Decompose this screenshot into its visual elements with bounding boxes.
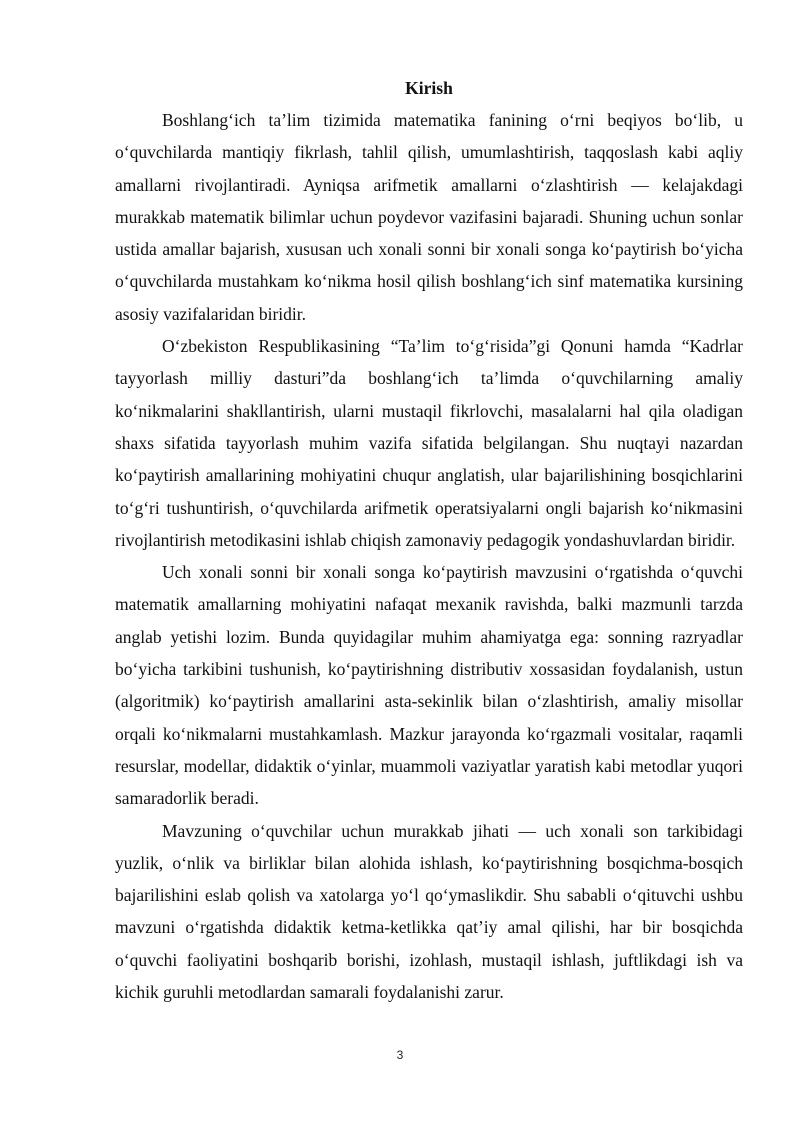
paragraph-2: O‘zbekiston Respublikasining “Ta’lim to‘g‘risida”gi Qonuni hamda “Kadrlar tayyorlash milliy dasturi”da boshlang‘ich ta’limda o‘quvchilarning amaliy ko‘nikmalarini shakllantirish, ularni mustaqil fikrlovchi, masalalarni hal qila oladigan shaxs sifatida tayyorlash muhim vazifa sifatida belgilangan. Shu nuqtayi nazardan ko‘paytirish amallarining mohiyatini chuqur anglatish, ular bajarilishining bosqichlarini to‘g‘ri tushuntirish, o‘quvchilarda arifmetik operatsiyalarni ongli bajarish ko‘nikmasini rivojlantirish metodikasini ishlab chiqish zamonaviy pedagogik yondashuvlardan biridir.	[115, 336, 743, 550]
paragraph-4: Mavzuning o‘quvchilar uchun murakkab jihati — uch xonali son tarkibidagi yuzlik, o‘nlik va birliklar bilan alohida ishlash, ko‘paytirishning bosqichma-bosqich bajarilishini eslab qolish va xatolarga yo‘l qo‘ymaslikdir. Shu sababli o‘qituvchi ushbu mavzuni o‘rgatishda didaktik ketma-ketlikka qat’iy amal qilishi, har bir bosqichda o‘quvchi faoliyatini boshqarib borishi, izohlash, mustaqil ishlash, juftlikdagi ish va kichik guruhli metodlardan samarali foydalanishi zarur.	[115, 820, 743, 1003]
document-page	[115, 72, 743, 1008]
page-number: 3	[396, 1048, 404, 1062]
paragraph-1: Boshlang‘ich ta’lim tizimida matematika fanining o‘rni beqiyos bo‘lib, u o‘quvchilarda mantiqiy fikrlash, tahlil qilish, umumlashtirish, taqqoslash kabi aqliy amallarni rivojlantiradi. Ayniqsa arifmetik amallarni o‘zlashtirish — kelajakdagi murakkab matematik bilimlar uchun poydevor vazifasini bajaradi. Shuning uchun sonlar ustida amallar bajarish, xususan uch xonali sonni bir xonali songa ko‘paytirish bo‘yicha o‘quvchilarda mustahkam ko‘nikma hosil qilish boshlang‘ich sinf matematika kursining asosiy vazifalaridan biridir.	[115, 110, 743, 324]
section-title: Kirish	[405, 78, 453, 98]
paragraph-3: Uch xonali sonni bir xonali songa ko‘paytirish mavzusini o‘rgatishda o‘quvchi matematik amallarning mohiyatini nafaqat mexanik ravishda, balki mazmunli tarzda anglab yetishi lozim. Bunda quyidagilar muhim ahamiyatga ega: sonning razryadlar bo‘yicha tarkibini tushunish, ko‘paytirishning distributiv xossasidan foydalanish, ustun (algoritmik) ko‘paytirish amallarini asta-sekinlik bilan o‘zlashtirish, amaliy misollar orqali ko‘nikmalarni mustahkamlash. Mazkur jarayonda ko‘rgazmali vositalar, raqamli resurslar, modellar, didaktik o‘yinlar, muammoli vaziyatlar yaratish kabi metodlar yuqori samaradorlik beradi.	[115, 562, 743, 809]
